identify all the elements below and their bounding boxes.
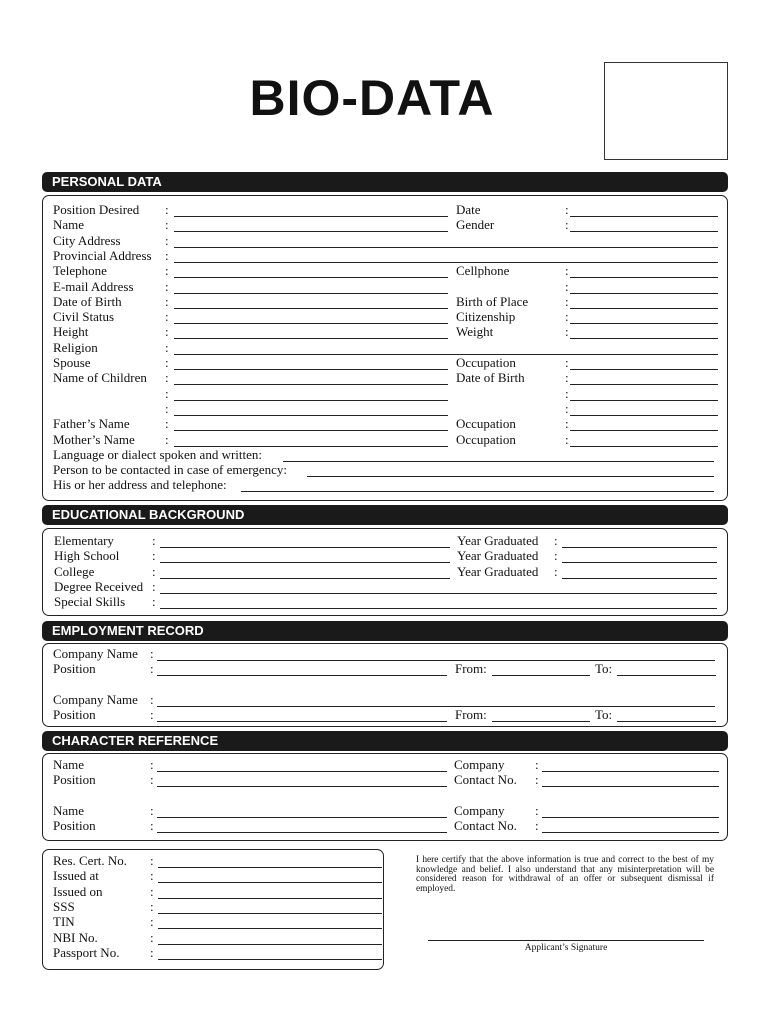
ref-name-label-1: Name [53, 803, 85, 818]
position-field-0[interactable] [157, 675, 447, 676]
personal-right-field-14[interactable] [570, 430, 718, 431]
education-label-0: Elementary [54, 533, 114, 548]
personal-colon-13: : [165, 400, 169, 416]
personal-colon-7: : [165, 309, 169, 325]
personal-field-6[interactable] [174, 308, 448, 309]
year-graduated-label-0: Year Graduated [457, 533, 539, 548]
ref-contact-colon-1: : [535, 818, 539, 833]
personal-field-3[interactable] [174, 262, 718, 263]
personal-right-label-14: Occupation [456, 416, 516, 432]
personal-right-colon-15: : [565, 431, 569, 447]
personal-colon-8: : [165, 324, 169, 340]
id-label-4: TIN [53, 914, 75, 930]
personal-right-field-11[interactable] [570, 384, 718, 385]
language-field[interactable] [283, 461, 714, 462]
personal-right-colon-10: : [565, 355, 569, 370]
ref-company-field-0[interactable] [542, 771, 719, 772]
ref-position-label-1: Position [53, 818, 96, 833]
personal-colon-5: : [165, 278, 169, 294]
id-colon-0: : [150, 853, 154, 868]
company-colon-0: : [150, 646, 154, 661]
ref-position-field-1[interactable] [157, 832, 447, 833]
position-colon-1: : [150, 707, 154, 722]
year-colon-2: : [554, 563, 558, 579]
company-name-label-1: Company Name [53, 692, 138, 707]
from-field-0[interactable] [492, 675, 590, 676]
personal-label-4: Telephone [53, 263, 107, 279]
personal-right-colon-6: : [565, 293, 569, 309]
position-label-0: Position [53, 661, 96, 676]
year-colon-1: : [554, 548, 558, 564]
personal-field-2[interactable] [174, 247, 718, 248]
ref-position-colon-0: : [150, 772, 154, 787]
personal-label-5: E-mail Address [53, 278, 134, 294]
photo-box[interactable] [604, 62, 728, 160]
from-field-1[interactable] [492, 721, 590, 722]
id-label-2: Issued on [53, 883, 103, 899]
education-field-0[interactable] [160, 547, 450, 548]
personal-colon-14: : [165, 416, 169, 432]
id-colon-5: : [150, 929, 154, 945]
personal-right-label-15: Occupation [456, 431, 516, 447]
personal-right-colon-0: : [565, 202, 569, 217]
education-field-3[interactable] [160, 593, 717, 594]
personal-field-9[interactable] [174, 354, 718, 355]
ref-position-colon-1: : [150, 818, 154, 833]
education-label-3: Degree Received [54, 578, 144, 594]
ref-company-field-1[interactable] [542, 817, 719, 818]
id-label-5: NBI No. [53, 929, 98, 945]
personal-colon-12: : [165, 385, 169, 401]
id-field-5[interactable] [158, 944, 382, 945]
education-field-1[interactable] [160, 562, 450, 563]
id-field-0[interactable] [158, 867, 382, 868]
education-field-4[interactable] [160, 608, 717, 609]
personal-right-field-1[interactable] [570, 231, 718, 232]
personal-label-3: Provincial Address [53, 247, 152, 263]
ref-position-label-0: Position [53, 772, 96, 787]
ref-contact-field-1[interactable] [542, 832, 719, 833]
emergency-label: Person to be contacted in case of emergency: [53, 462, 288, 478]
id-field-3[interactable] [158, 913, 382, 914]
education-label-2: College [54, 563, 95, 579]
company-name-field-0[interactable] [157, 660, 715, 661]
employment-box [42, 643, 728, 727]
certification-text: I here certify that the above information is true and correct to the best of my knowledge and belief. I also understand that any misinterpretation will be considered reason for withdrawal of an offer or subsequent dismissal if employed. [416, 855, 714, 894]
id-label-6: Passport No. [53, 944, 120, 960]
education-colon-0: : [152, 533, 156, 548]
ref-name-colon-1: : [150, 803, 154, 818]
personal-right-label-10: Occupation [456, 355, 516, 370]
form-title: BIO-DATA [249, 70, 495, 126]
personal-right-colon-13: : [565, 400, 569, 416]
personal-label-9: Religion [53, 339, 98, 355]
id-field-1[interactable] [158, 882, 382, 883]
personal-right-field-0[interactable] [570, 216, 718, 217]
to-label-0: To: [595, 661, 613, 676]
ref-position-field-0[interactable] [157, 786, 447, 787]
personal-field-1[interactable] [174, 231, 448, 232]
personal-label-6: Date of Birth [53, 293, 122, 309]
language-label: Language or dialect spoken and written: [53, 446, 263, 462]
ref-contact-label-0: Contact No. [454, 772, 517, 787]
personal-right-field-10[interactable] [570, 369, 718, 370]
personal-colon-10: : [165, 355, 169, 370]
personal-colon-11: : [165, 370, 169, 386]
company-name-field-1[interactable] [157, 706, 715, 707]
personal-label-15: Mother’s Name [53, 431, 135, 447]
personal-field-13[interactable] [174, 415, 448, 416]
id-field-4[interactable] [158, 928, 382, 929]
personal-label-1: Name [53, 217, 85, 233]
personal-label-8: Height [53, 324, 89, 340]
education-colon-1: : [152, 548, 156, 564]
personal-colon-9: : [165, 339, 169, 355]
personal-right-colon-7: : [565, 309, 569, 325]
id-label-3: SSS [53, 898, 75, 914]
personal-colon-4: : [165, 263, 169, 279]
ref-company-label-1: Company [454, 803, 505, 818]
personal-label-14: Father’s Name [53, 416, 130, 432]
year-field-2[interactable] [562, 578, 717, 579]
personal-field-5[interactable] [174, 293, 448, 294]
personal-right-field-4[interactable] [570, 277, 718, 278]
year-graduated-label-2: Year Graduated [457, 563, 539, 579]
ref-name-colon-0: : [150, 757, 154, 772]
address-tel-label: His or her address and telephone: [53, 477, 227, 493]
year-field-1[interactable] [562, 562, 717, 563]
ref-name-label-0: Name [53, 757, 85, 772]
personal-colon-2: : [165, 232, 169, 248]
position-colon-0: : [150, 661, 154, 676]
personal-right-label-4: Cellphone [456, 263, 510, 279]
personal-label-2: City Address [53, 232, 121, 248]
year-colon-0: : [554, 533, 558, 548]
personal-field-11[interactable] [174, 384, 448, 385]
to-label-1: To: [595, 707, 613, 722]
education-label-1: High School [54, 548, 120, 564]
education-colon-4: : [152, 594, 156, 610]
position-label-1: Position [53, 707, 96, 722]
personal-colon-3: : [165, 247, 169, 263]
section-header-employment: EMPLOYMENT RECORD [42, 621, 728, 641]
ref-contact-field-0[interactable] [542, 786, 719, 787]
id-colon-3: : [150, 898, 154, 914]
education-label-4: Special Skills [54, 594, 126, 610]
personal-right-field-15[interactable] [570, 446, 718, 447]
personal-field-7[interactable] [174, 323, 448, 324]
personal-right-label-7: Citizenship [456, 309, 516, 325]
id-field-6[interactable] [158, 959, 382, 960]
address-tel-field[interactable] [241, 491, 714, 492]
signature-line[interactable] [428, 940, 704, 941]
section-header-education: EDUCATIONAL BACKGROUND [42, 505, 728, 525]
reference-box [42, 753, 728, 841]
personal-right-label-6: Birth of Place [456, 293, 529, 309]
to-field-1[interactable] [617, 721, 716, 722]
ref-name-field-0[interactable] [157, 771, 447, 772]
personal-right-label-1: Gender [456, 217, 495, 233]
personal-right-colon-11: : [565, 370, 569, 386]
signature-label: Applicant’s Signature [524, 943, 608, 953]
position-field-1[interactable] [157, 721, 447, 722]
personal-right-colon-1: : [565, 217, 569, 233]
personal-right-field-12[interactable] [570, 400, 718, 401]
personal-field-12[interactable] [174, 400, 448, 401]
company-colon-1: : [150, 692, 154, 707]
education-colon-2: : [152, 563, 156, 579]
id-label-0: Res. Cert. No. [53, 853, 128, 868]
personal-right-label-0: Date [456, 202, 481, 217]
personal-field-0[interactable] [174, 216, 448, 217]
personal-right-field-13[interactable] [570, 415, 718, 416]
education-colon-3: : [152, 578, 156, 594]
personal-right-colon-8: : [565, 324, 569, 340]
ref-name-field-1[interactable] [157, 817, 447, 818]
personal-field-14[interactable] [174, 430, 448, 431]
personal-label-0: Position Desired [53, 202, 140, 217]
emergency-field[interactable] [307, 476, 714, 477]
ref-company-colon-1: : [535, 803, 539, 818]
personal-right-colon-4: : [565, 263, 569, 279]
personal-right-colon-5: : [565, 278, 569, 294]
personal-field-10[interactable] [174, 369, 448, 370]
year-graduated-label-1: Year Graduated [457, 548, 539, 564]
ref-company-label-0: Company [454, 757, 505, 772]
from-label-1: From: [455, 707, 487, 722]
personal-right-label-8: Weight [456, 324, 494, 340]
personal-label-7: Civil Status [53, 309, 115, 325]
id-colon-1: : [150, 868, 154, 884]
personal-colon-0: : [165, 202, 169, 217]
personal-right-colon-12: : [565, 385, 569, 401]
education-field-2[interactable] [160, 578, 450, 579]
personal-right-colon-14: : [565, 416, 569, 432]
ref-contact-colon-0: : [535, 772, 539, 787]
to-field-0[interactable] [617, 675, 716, 676]
personal-right-field-6[interactable] [570, 308, 718, 309]
personal-colon-6: : [165, 293, 169, 309]
id-colon-2: : [150, 883, 154, 899]
id-label-1: Issued at [53, 868, 99, 884]
personal-right-field-8[interactable] [570, 338, 718, 339]
from-label-0: From: [455, 661, 487, 676]
personal-field-4[interactable] [174, 277, 448, 278]
section-header-reference: CHARACTER REFERENCE [42, 731, 728, 751]
id-field-2[interactable] [158, 898, 382, 899]
personal-right-field-5[interactable] [570, 293, 718, 294]
personal-right-label-11: Date of Birth [456, 370, 525, 386]
personal-label-10: Spouse [53, 355, 91, 370]
ref-company-colon-0: : [535, 757, 539, 772]
section-header-personal: PERSONAL DATA [42, 172, 728, 192]
company-name-label-0: Company Name [53, 646, 138, 661]
personal-colon-15: : [165, 431, 169, 447]
personal-field-8[interactable] [174, 338, 448, 339]
personal-label-11: Name of Children [53, 370, 147, 386]
personal-right-field-7[interactable] [570, 323, 718, 324]
personal-colon-1: : [165, 217, 169, 233]
year-field-0[interactable] [562, 547, 717, 548]
ref-contact-label-1: Contact No. [454, 818, 517, 833]
id-colon-6: : [150, 944, 154, 960]
id-colon-4: : [150, 914, 154, 930]
education-box [42, 528, 728, 616]
